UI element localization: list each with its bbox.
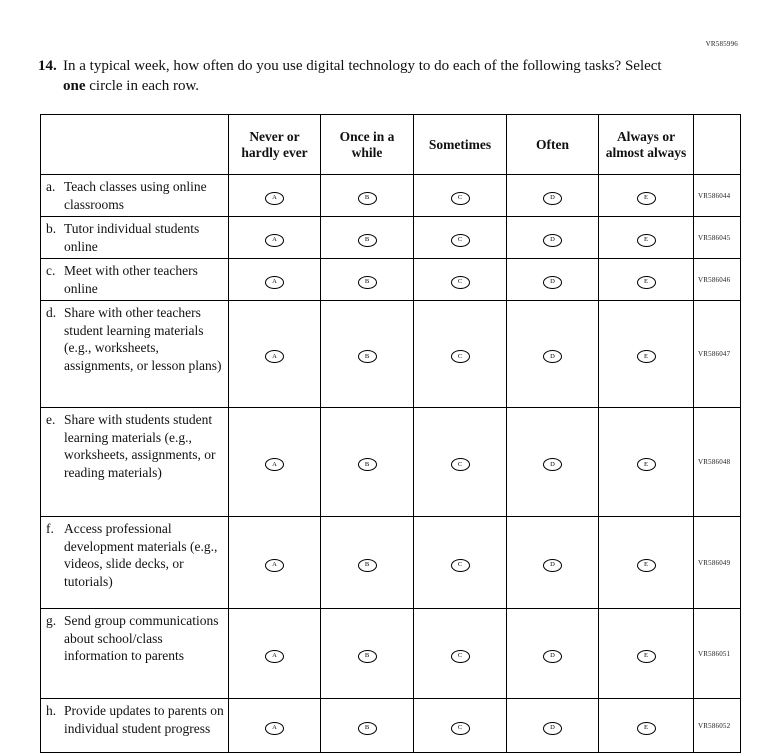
answer-bubble[interactable]: E <box>637 234 656 247</box>
answer-bubble[interactable]: E <box>637 559 656 572</box>
answer-bubble[interactable]: C <box>451 234 470 247</box>
answer-bubble[interactable]: A <box>265 350 284 363</box>
table-row <box>41 408 741 517</box>
table-row <box>41 517 741 609</box>
option-cell <box>229 609 321 699</box>
row-letter: a. <box>46 179 56 194</box>
form-code: VR585996 <box>705 40 738 48</box>
answer-bubble[interactable]: B <box>358 458 377 471</box>
row-letter: f. <box>46 521 54 536</box>
option-cell <box>321 217 414 259</box>
option-cell <box>414 609 507 699</box>
question-text <box>63 56 663 96</box>
row-letter: h. <box>46 703 57 718</box>
column-header-never: Never or hardly ever <box>229 115 321 175</box>
row-label-text: Tutor individual students online <box>64 221 200 254</box>
answer-bubble[interactable]: D <box>543 192 562 205</box>
option-cell <box>229 217 321 259</box>
empty-header-cell <box>41 115 229 175</box>
answer-bubble[interactable]: C <box>451 350 470 363</box>
option-cell <box>599 517 694 609</box>
row-letter: d. <box>46 305 57 320</box>
question-text-part1: In a typical week, how often do you use digital technology to do each of the following tasks? Select <box>63 58 662 74</box>
option-cell <box>414 301 507 408</box>
option-cell <box>414 175 507 217</box>
option-cell <box>321 175 414 217</box>
option-cell <box>507 217 599 259</box>
answer-bubble[interactable]: E <box>637 276 656 289</box>
answer-bubble[interactable]: D <box>543 276 562 289</box>
column-header-often: Often <box>507 115 599 175</box>
option-cell <box>229 175 321 217</box>
answer-bubble[interactable]: B <box>358 650 377 663</box>
row-letter: c. <box>46 263 56 278</box>
option-cell <box>507 517 599 609</box>
row-label <box>41 408 229 517</box>
table-row <box>41 259 741 301</box>
table-row <box>41 175 741 217</box>
row-code: VR586045 <box>694 217 741 259</box>
row-code: VR586049 <box>694 517 741 609</box>
option-cell <box>414 217 507 259</box>
row-label-text: Send group communications about school/class information to parents <box>64 613 219 663</box>
option-cell <box>599 699 694 753</box>
column-header-sometimes: Sometimes <box>414 115 507 175</box>
answer-bubble[interactable]: C <box>451 276 470 289</box>
answer-bubble[interactable]: E <box>637 192 656 205</box>
answer-bubble[interactable]: E <box>637 350 656 363</box>
answer-bubble[interactable]: D <box>543 458 562 471</box>
header-row <box>41 115 741 175</box>
option-cell <box>229 408 321 517</box>
answer-bubble[interactable]: D <box>543 350 562 363</box>
answer-bubble[interactable]: B <box>358 722 377 735</box>
answer-bubble[interactable]: A <box>265 650 284 663</box>
option-cell <box>321 517 414 609</box>
option-cell <box>599 301 694 408</box>
option-cell <box>599 609 694 699</box>
table-row <box>41 699 741 753</box>
option-cell <box>507 699 599 753</box>
option-cell <box>414 408 507 517</box>
answer-bubble[interactable]: C <box>451 650 470 663</box>
row-code: VR586048 <box>694 408 741 517</box>
answer-bubble[interactable]: B <box>358 350 377 363</box>
answer-bubble[interactable]: A <box>265 192 284 205</box>
option-cell <box>229 699 321 753</box>
answer-bubble[interactable]: D <box>543 650 562 663</box>
row-label <box>41 217 229 259</box>
option-cell <box>507 609 599 699</box>
row-label-text: Share with students student learning materials (e.g., worksheets, assignments, or reading materials) <box>64 412 216 480</box>
row-label-text: Meet with other teachers online <box>64 263 198 296</box>
answer-bubble[interactable]: C <box>451 458 470 471</box>
option-cell <box>507 175 599 217</box>
table-row <box>41 301 741 408</box>
option-cell <box>321 408 414 517</box>
option-cell <box>507 301 599 408</box>
answer-bubble[interactable]: B <box>358 234 377 247</box>
option-cell <box>507 259 599 301</box>
answer-bubble[interactable]: A <box>265 276 284 289</box>
option-cell <box>321 301 414 408</box>
row-code: VR586052 <box>694 699 741 753</box>
answer-bubble[interactable]: E <box>637 650 656 663</box>
row-code: VR586046 <box>694 259 741 301</box>
option-cell <box>414 259 507 301</box>
row-label-text: Provide updates to parents on individual student progress <box>64 703 224 736</box>
answer-bubble[interactable]: C <box>451 559 470 572</box>
row-code: VR586051 <box>694 609 741 699</box>
row-label-text: Share with other teachers student learning materials (e.g., worksheets, assignments, or lesson plans) <box>64 305 222 373</box>
option-cell <box>414 699 507 753</box>
question-text-part2: circle in each row. <box>85 78 200 94</box>
answer-bubble[interactable]: D <box>543 722 562 735</box>
option-cell <box>321 609 414 699</box>
row-label <box>41 259 229 301</box>
answer-bubble[interactable]: C <box>451 192 470 205</box>
row-code: VR586044 <box>694 175 741 217</box>
option-cell <box>599 175 694 217</box>
option-cell <box>229 259 321 301</box>
row-label <box>41 517 229 609</box>
empty-header-cell <box>694 115 741 175</box>
row-label <box>41 699 229 753</box>
option-cell <box>321 259 414 301</box>
table-row <box>41 217 741 259</box>
question <box>38 56 686 96</box>
answer-bubble[interactable]: C <box>451 722 470 735</box>
row-code: VR586047 <box>694 301 741 408</box>
row-letter: g. <box>46 613 57 628</box>
row-label <box>41 175 229 217</box>
frequency-table <box>40 114 741 753</box>
column-header-always: Always or almost always <box>599 115 694 175</box>
row-label <box>41 609 229 699</box>
answer-bubble[interactable]: B <box>358 559 377 572</box>
row-label <box>41 301 229 408</box>
answer-bubble[interactable]: A <box>265 234 284 247</box>
option-cell <box>599 217 694 259</box>
question-bold-word: one <box>63 78 86 94</box>
answer-bubble[interactable]: D <box>543 559 562 572</box>
row-letter: b. <box>46 221 57 236</box>
answer-bubble[interactable]: B <box>358 192 377 205</box>
answer-bubble[interactable]: A <box>265 559 284 572</box>
option-cell <box>229 517 321 609</box>
option-cell <box>599 259 694 301</box>
table-row <box>41 609 741 699</box>
option-cell <box>507 408 599 517</box>
option-cell <box>321 699 414 753</box>
option-cell <box>414 517 507 609</box>
answer-bubble[interactable]: D <box>543 234 562 247</box>
row-label-text: Access professional development materials (e.g., videos, slide decks, or tutorials) <box>64 521 218 589</box>
option-cell <box>599 408 694 517</box>
row-label-text: Teach classes using online classrooms <box>64 179 207 212</box>
answer-bubble[interactable]: A <box>265 458 284 471</box>
option-cell <box>229 301 321 408</box>
answer-bubble[interactable]: A <box>265 722 284 735</box>
answer-bubble[interactable]: E <box>637 458 656 471</box>
row-letter: e. <box>46 412 56 427</box>
question-number: 14. <box>38 58 57 74</box>
answer-bubble[interactable]: E <box>637 722 656 735</box>
column-header-once: Once in a while <box>321 115 414 175</box>
answer-bubble[interactable]: B <box>358 276 377 289</box>
